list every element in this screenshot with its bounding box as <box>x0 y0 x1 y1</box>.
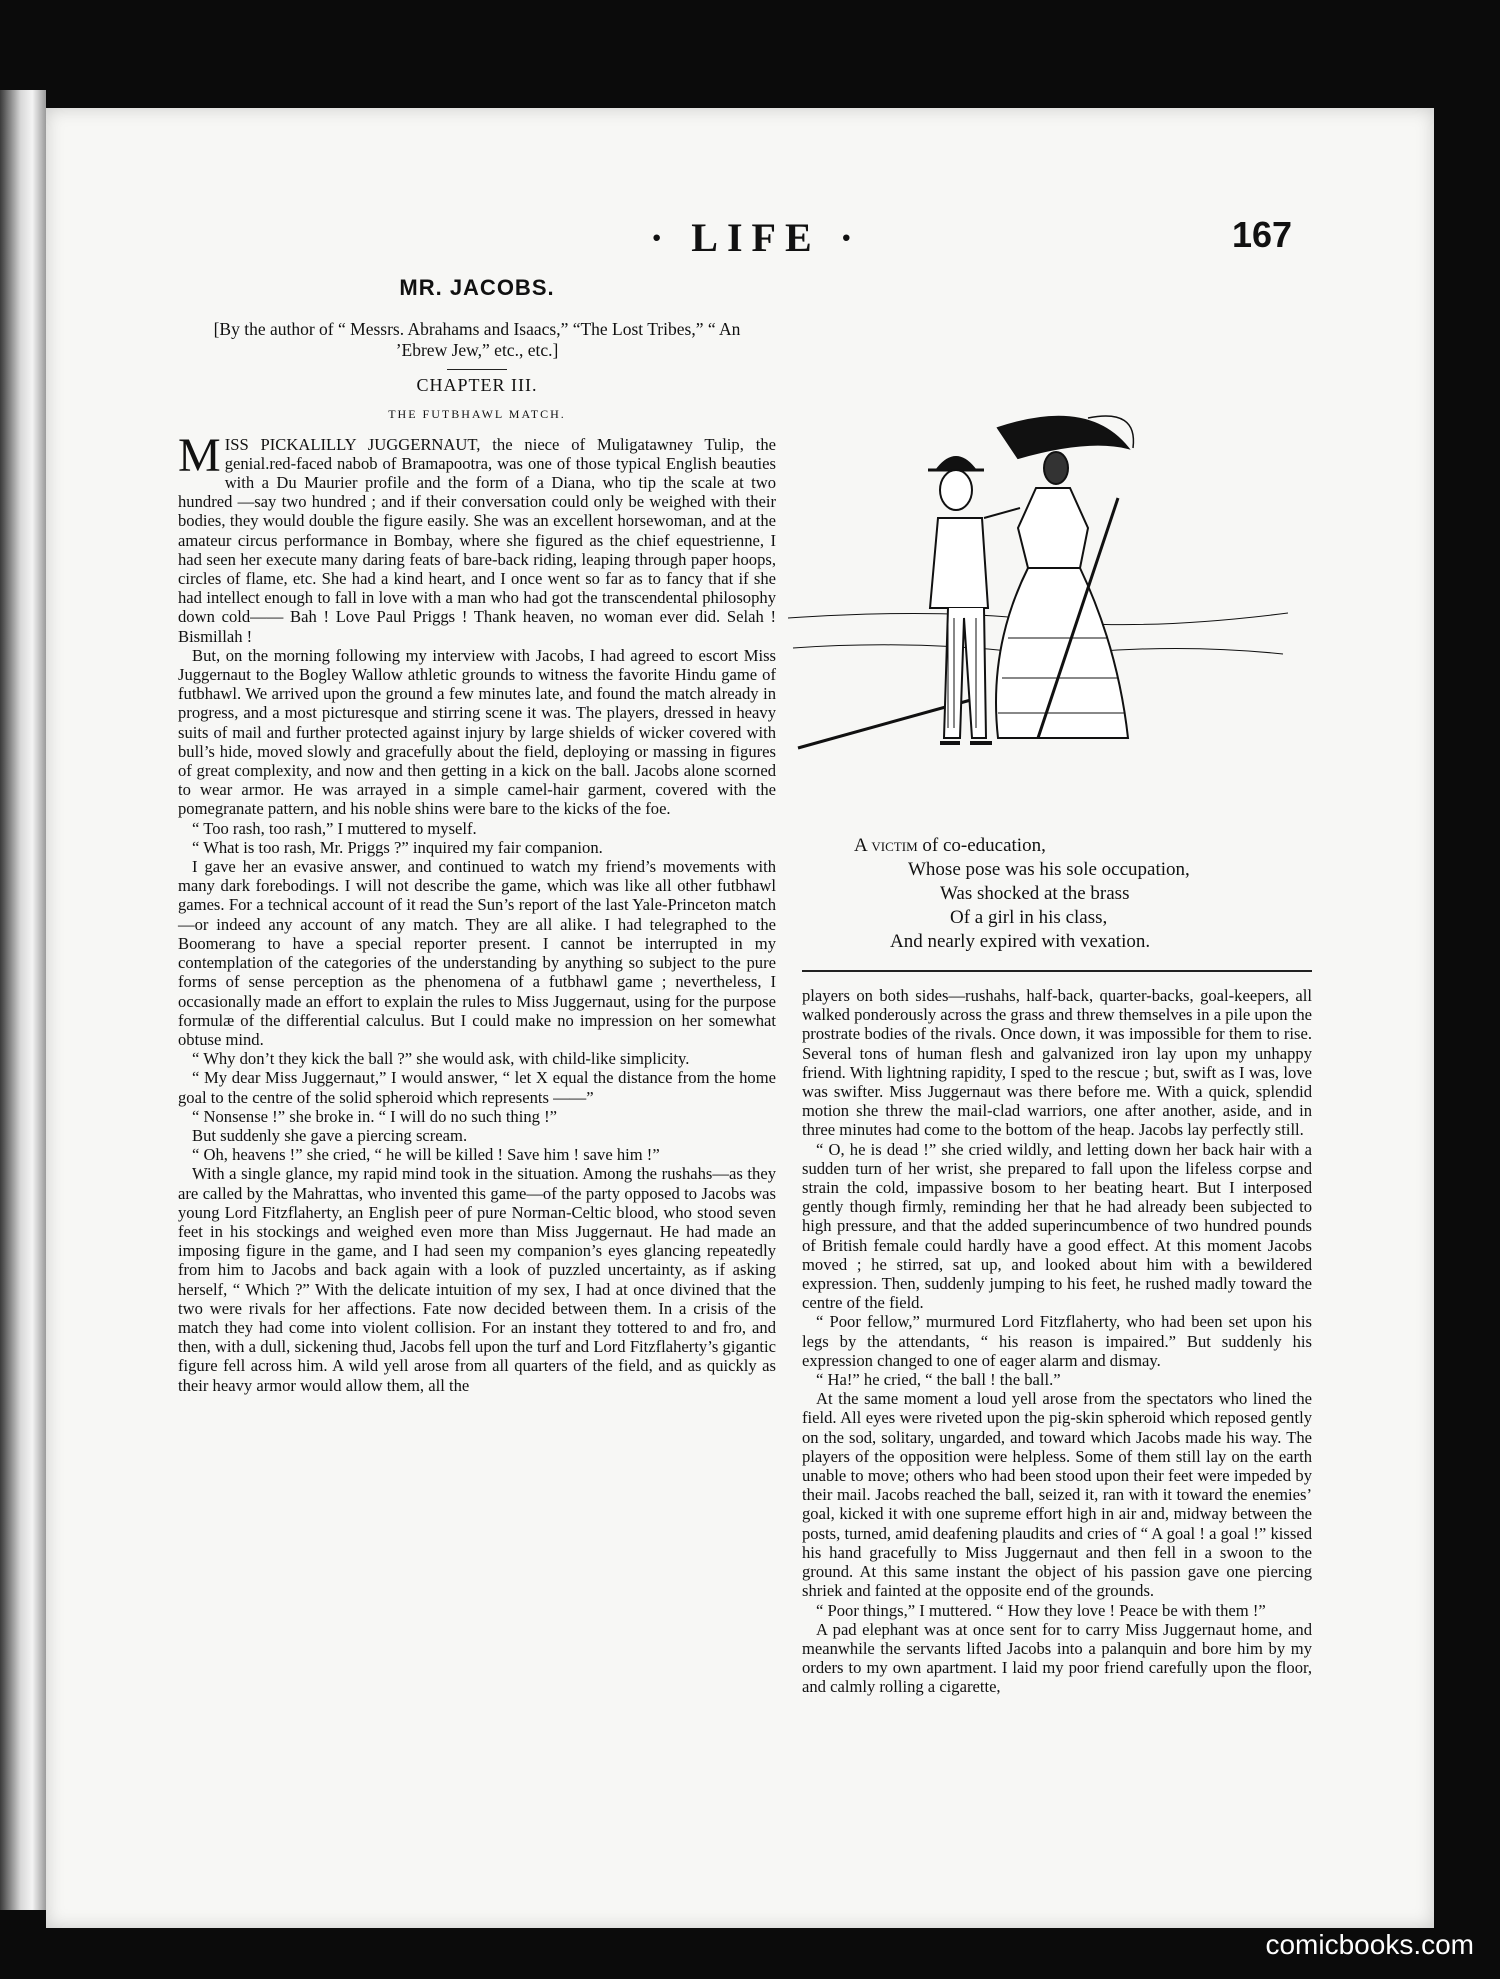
right-column <box>802 986 1312 1697</box>
paragraph: “ Oh, heavens !” she cried, “ he will be killed ! Save him ! save him !” <box>192 1145 660 1165</box>
paragraph: “ Ha!” he cried, “ the ball ! the ball.” <box>816 1370 1061 1390</box>
cartoon-illustration <box>788 408 1288 788</box>
paragraph: With a single glance, my rapid mind took in the situation. Among the rushahs—as they are called by the Mahrattas, who invented this game—of the party opposed to Jacobs was young Lord Fitzflaherty, an English peer of pure Norman-Celtic blood, who stood seven feet in his stockings and weighed even more than Miss Juggernaut. He had made an imposing figure in the game, and I had seen my companion’s eyes glancing repeatedly from him to Jacobs and back again with a look of puzzled uncertainty, as if asking herself, “ Which ?” With the delicate intuition of my sex, I had at once divined that the two were rivals for her affections. Fate now decided between them. In a crisis of the match they had come into violent collision. For an instant they tottered to and fro, and then, with a dull, sickening thud, Jacobs fell upon the turf and Lord Fitzflaherty’s gigantic figure fell across him. A wild yell arose from all quarters of the field, and as quickly as their heavy armor would allow them, all the <box>178 1164 776 1395</box>
drop-cap: M <box>178 428 221 482</box>
paragraph: MISS PICKALILLY JUGGERNAUT, the niece of Muligatawney Tulip, the genial.red-faced nabob of Bramapootra, was one of those typical English beauties with a Du Maurier profile and the form of a Diana, who tip the scale at two hundred —say two hundred ; and if their conversation could only be weighed with their bodies, they would double the figure easily. She was an excellent horsewoman, and at the amateur circus performance in Bombay, where she figured as the chief equestrienne, I had seen her execute many daring feats of bare-back riding, leaping through paper hoops, circles of flame, etc. She had a kind heart, and I once went so far as to fancy that if she had intellect enough to fall in love with a man who had got the transcendental philosophy down cold—— Bah ! Love Paul Priggs ! Thank heaven, no woman ever did. Selah ! Bismillah ! <box>178 428 776 646</box>
verse-line: And nearly expired with vexation. <box>890 931 1151 952</box>
page-number: 167 <box>1232 214 1293 255</box>
byline: [By the author of “ Messrs. Abrahams and Isaacs,” “The Lost Tribes,” “ An ’Ebrew Jew,” etc., etc.] <box>213 319 741 361</box>
paragraph: But suddenly she gave a piercing scream. <box>192 1125 468 1145</box>
paragraph: “ O, he is dead !” she cried wildly, and letting down her back hair with a sudden turn of her wrist, she prepared to fall upon the lifeless corpse and strain the cold, impassive bosom to her beating heart. But I interposed gently though firmly, reminding her that he had already been subjected to high pressure, and that the added superincumbence of two hundred pounds of British female could hardly have a good effect. At this moment Jacobs moved ; he stirred, sat up, and looked about him with a bewildered expression. Then, suddenly jumping to his feet, he rushed madly toward the centre of the field. <box>802 1139 1312 1313</box>
verse-line: Was shocked at the brass <box>940 883 1130 904</box>
column-divider <box>802 970 1312 972</box>
verse-line: Whose pose was his sole occupation, <box>908 859 1190 880</box>
paragraph: But, on the morning following my interview with Jacobs, I had agreed to escort Miss Juggernaut to the Bogley Wallow athletic grounds to witness the favorite Hindu game of futbhawl. We arrived upon the ground a few minutes late, and found the match already in progress, and a most picturesque and stirring scene it was. The players, dressed in heavy suits of mail and further protected against injury by large shields of wicker covered with bull’s hide, moved slowly and gracefully about the field, deploying or massing in figures of great complexity, and now and then getting in a kick on the ball. Jacobs alone scorned to wear armor. He was arrayed in a simple camel-hair garment, covered with the pomegranate pattern, and his noble shins were bare to the kicks of the foe. <box>178 645 776 819</box>
paragraph: “ Too rash, too rash,” I muttered to myself. <box>192 818 477 838</box>
magazine-page <box>46 108 1434 1928</box>
verse-line: A victim of co-education, <box>854 835 1046 856</box>
paragraph: “ My dear Miss Juggernaut,” I would answer, “ let X equal the distance from the home goal to the centre of the solid spheroid which represents ——” <box>178 1068 776 1107</box>
cartoon-verse <box>854 834 1274 954</box>
masthead: · LIFE · <box>649 215 863 260</box>
site-watermark: comicbooks.com <box>1265 1929 1474 1960</box>
chapter-subtitle: THE FUTBHAWL MATCH. <box>388 407 566 422</box>
paragraph: At the same moment a loud yell arose from the spectators who lined the field. All eyes were riveted upon the pig-skin spheroid which reposed gently on the sod, solitary, ungarded, and toward which Jacobs made his way. The players of the opposition were helpless. Some of them still lay on the earth unable to move; others who had been stood upon their feet were impeded by their mail. Jacobs reached the ball, seized it, ran with it toward the enemies’ goal, kicked it with one supreme effort high in air and, midway between the posts, turned, amid deafening plaudits and cries of “ A goal ! a goal !” kissed his hand gracefully to Miss Juggernaut and then fell in a swoon to the ground. At this same instant the object of his passion gave one piercing shriek and fainted at the opposite end of the grounds. <box>802 1389 1312 1601</box>
paragraph: “ Poor things,” I muttered. “ How they love ! Peace be with them !” <box>816 1600 1266 1620</box>
left-column <box>178 275 776 1395</box>
paragraph: I gave her an evasive answer, and continued to watch my friend’s movements with many dark forebodings. I will not describe the game, which was like all other futbhawl games. For a technical account of it read the Sun’s report of the last Yale-Princeton match—or indeed any account of any match. They are all alike. I had telegraphed to the Boomerang to have a special reporter present. I cannot be interrupted in my contemplation of the categories of the understanding by anything so subject to the pure forms of sense perception as the phenomena of a futbhawl game ; nevertheless, I occasionally made an effort to explain the rules to Miss Juggernaut, using for the purpose formulæ of the differential calculus. But I could make no impression on her somewhat obtuse mind. <box>178 857 776 1049</box>
article-title: MR. JACOBS. <box>399 275 555 300</box>
chapter-heading: CHAPTER III. <box>416 375 538 396</box>
paragraph: “ Why don’t they kick the ball ?” she would ask, with child-like simplicity. <box>192 1049 690 1069</box>
paragraph: “ Nonsense !” she broke in. “ I will do no such thing !” <box>192 1106 557 1126</box>
paragraph: “ What is too rash, Mr. Priggs ?” inquired my fair companion. <box>192 837 603 857</box>
binding-edge <box>0 90 46 1910</box>
divider <box>447 369 507 370</box>
verse-line: Of a girl in his class, <box>950 907 1108 928</box>
paragraph: “ Poor fellow,” murmured Lord Fitzflaherty, who had been set upon his legs by the attendants, “ his reason is impaired.” But suddenly his expression changed to one of eager alarm and dismay. <box>802 1312 1312 1370</box>
paragraph: players on both sides—rushahs, half-back, quarter-backs, goal-keepers, all walked ponderously across the grass and threw themselves in a pile upon the prostrate bodies of the rivals. Once down, it was impossible for them to rise. Several tons of human flesh and galvanized iron lay upon my unhappy friend. With lightning rapidity, I sped to the rescue ; but, swift as I was, love was swifter. Miss Juggernaut was there before me. With a quick, splendid motion she threw the mail-clad warriors, one after another, aside, and in three minutes had come to the bottom of the heap. Jacobs lay perfectly still. <box>802 986 1312 1140</box>
paragraph: A pad elephant was at once sent for to carry Miss Juggernaut home, and meanwhile the servants lifted Jacobs into a palanquin and bore him by my orders to my own apartment. I laid my poor friend carefully upon the floor, and calmly rolling a cigarette, <box>802 1619 1312 1697</box>
